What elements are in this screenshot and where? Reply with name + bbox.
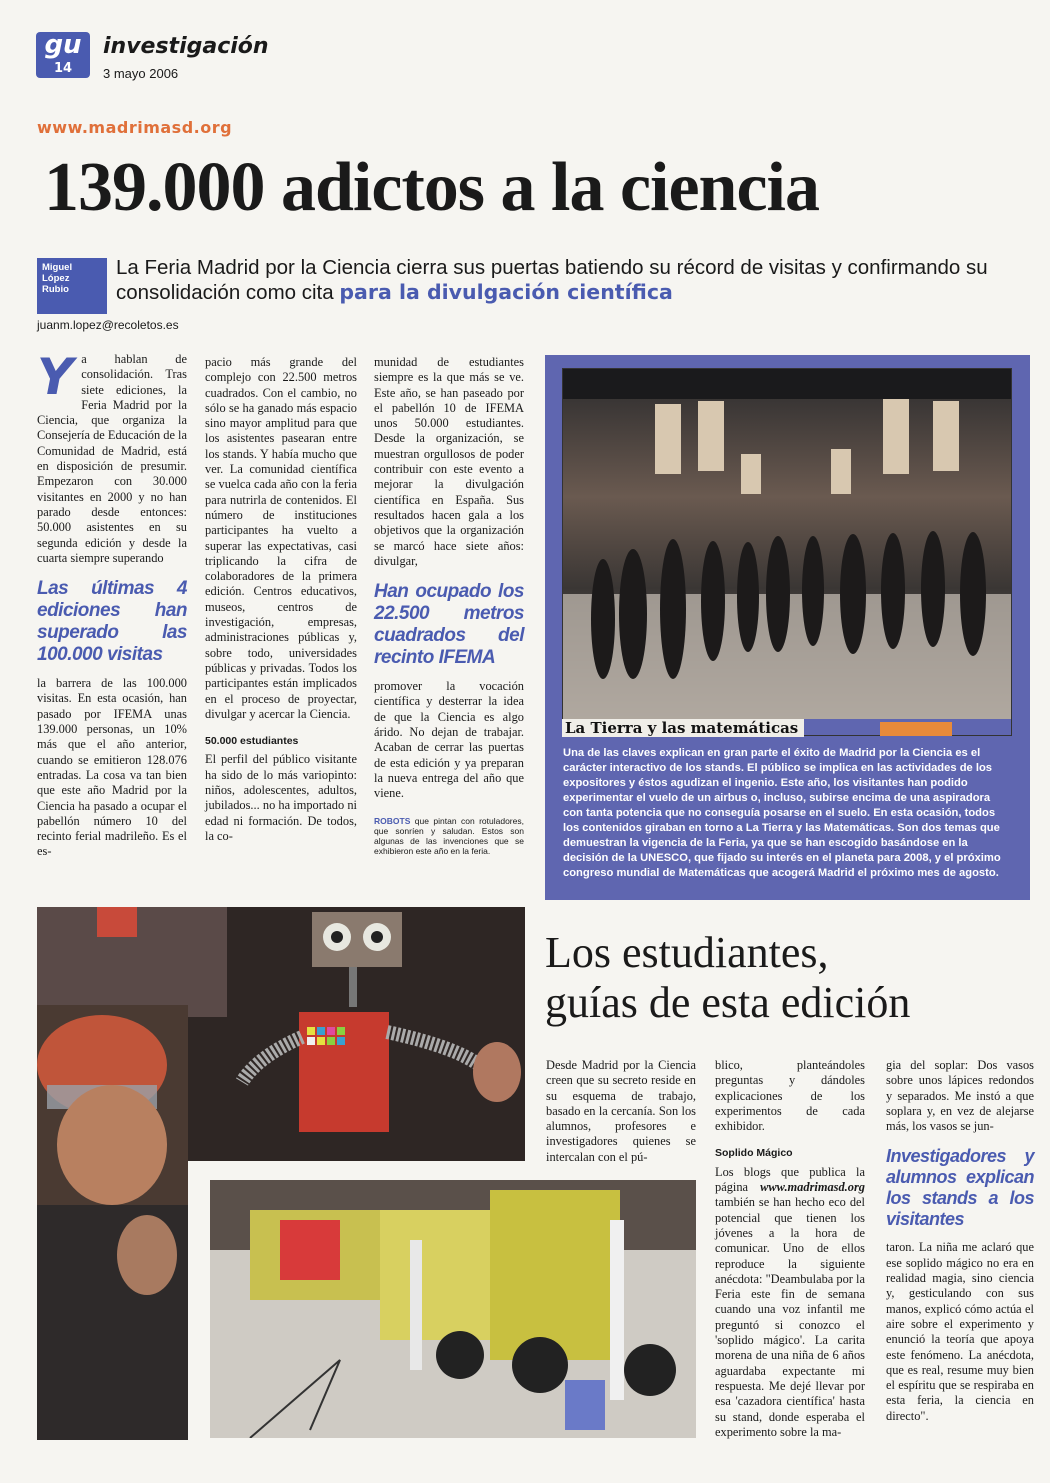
site-link[interactable]: www.madrimasd.org: [760, 1180, 865, 1195]
student-photo: [37, 1005, 188, 1440]
subheading: 50.000 estudiantes: [205, 735, 299, 748]
author-email[interactable]: juanm.lopez@recoletos.es: [37, 318, 179, 332]
drop-cap: Y: [37, 348, 74, 406]
page-number: 14: [53, 61, 73, 76]
gu-logo: gu 14: [36, 32, 90, 78]
photo-box-caption: Una de las claves explican en gran parte el éxito de Madrid por la Ciencia es el carácter interactivo de los stands. El público se implica en las actividades de los expositores y éstos agudizan el ingenio. Este año, los visitantes han podido experimentar el vuelo de un airbus o, incluso, subirse encima de una aspiradora con tanta potencia que no conseguía posarse en el suelo. En esta ocasión, todos los contenidos giraban en torno a La Tierra y las Matemáticas. Son dos temas que demuestran la vigencia de la Feria, ya que se han escogido basándose en la decisión de la UNESCO, que fijado su interés en el planeta para 2008, y el próximo congreso mundial de Matemáticas que acogerá Madrid el próximo mes de agosto.: [563, 747, 1001, 879]
site-url[interactable]: www.madrimasd.org: [37, 118, 233, 137]
subheading-2: Soplido Mágico: [715, 1147, 793, 1160]
subtitle: La Feria Madrid por la Ciencia cierra sus puertas batiendo su récord de visitas y confirmando su consolidación como cita para la divulgación científica: [116, 256, 988, 304]
article-column-1: Y a hablan de consolidación. Tras siete ediciones, la Feria Madrid por la Ciencia, que organiza la Consejería de Educación de la Comunidad de Madrid, está en disposición de presumir. Empezaron con 30.000 visitantes en 2000 y no han parado desde entonces: 50.000 asistentes en su segunda edición y desde la cuarta siempre superando Las últimas 4 ediciones han superado las 100.000 visitas la barrera de las 100.000 visitas. En esta ocasión, han pasado por IFEMA unas 139.000 personas, un 10% más que el año anterior, cuando se emitieron 128.076 entradas. La cosa va tan bien que este año Madrid por la Ciencia ha pasado a ocupar el pabellón número 10 del recinto ferial madrileño. Es el es-: [37, 348, 188, 859]
article2-column-2: blico, planteándoles preguntas y dándoles explicaciones de los experimentos de cada exhibidor. Soplido Mágico Los blogs que publica la página www.madrimasd.org también se han hecho eco del potencial que tienen los jóvenes a la hora de comunicar. Uno de ellos reproduce la siguiente anécdota: "Deambulaba por la Feria este fin de semana cuando una voz infantil me preguntó si conozco el 'soplido mágico'. La carita morena de una niña de 6 años aguardaba expectante mi respuesta. Me dejé llevar por esa 'cazadora científica' hasta su stand, donde esperaba el experimento sobre la ma-: [715, 1058, 865, 1439]
fair-crowd-photo: [562, 368, 1012, 736]
headline-2: Los estudiantes, guías de esta edición: [545, 928, 911, 1027]
photo-label: La Tierra y las matemáticas: [562, 719, 804, 737]
pull-quote-2: Han ocupado los 22.500 metros cuadrados del recinto IFEMA: [374, 581, 524, 669]
article2-column-3: gia del soplar: Dos vasos sobre unos lápices redondos y separados. Me instó a que soplara y, en vez de alejarse más, los vasos se jun- Investigadores y alumnos explican los stands a los visitantes taron. La niña me aclaró que ese soplido mágico no era en realidad magia, sino ciencia y, gesticulando con sus manos, explicó cómo actúa el aire sobre el experimento y enunció la teoría que apoya este fenómeno. La anécdota, que es real, resume muy bien el espíritu que se respiraba en esta feria, la ciencia en directo".: [886, 1058, 1034, 1423]
section-title: investigación: [103, 34, 269, 59]
subtitle-highlight: para la divulgación científica: [339, 280, 673, 304]
date: 3 mayo 2006: [103, 66, 179, 81]
headline: 139.000 adictos a la ciencia: [44, 149, 819, 226]
lego-robots-photo: [210, 1180, 696, 1438]
article-column-2: pacio más grande del complejo con 22.500 metros cuadrados. Con el cambio, no sólo se ha ganado más espacio sino mayor amplitud para que los asistentes pasearan entre los stands. Y había mucho que ver. La comunidad científica se vuelca cada año con la feria para nutrirla de contenidos. El número de instituciones participantes ha vuelto a superar las expectativas, casi triplicando la cifra de colaboradores de la primera edición. Centros educativos, museos, centros de investigación, empresas, administraciones públicas y, sobre todo, universidades públicas y privadas. Todos los participantes están implicados en el proceso de proyectar, divulgar y acercar la Ciencia. 50.000 estudiantes El perfil del público visitante ha sido de lo más variopinto: niños, adolescentes, adultos, jubilados... no ha importado ni edad ni formación. De todos, la co-: [205, 355, 357, 843]
article2-column-1: Desde Madrid por la Ciencia creen que su secreto reside en su esquema de trabajo, basado en la cercanía. Son los alumnos, profesores e investigadores quienes se intercalan con el pú-: [546, 1058, 696, 1164]
robots-caption: ROBOTS que pintan con rotuladores, que sonríen y saludan. Estos son algunas de las invenciones que se exhibieron este año en la feria.: [374, 815, 524, 856]
label-accent-bar: [880, 722, 952, 736]
pull-quote-1: Las últimas 4 ediciones han superado las 100.000 visitas: [37, 578, 187, 666]
article-column-3: munidad de estudiantes siempre es la que más se ve. Este año, se han paseado por el pabellón 10 de IFEMA unos 50.000 estudiantes. Desde la organización, se muestran orgullosos de poder contribuir con este evento a mejorar la divulgación científica en España. Sus resultados hacen gala a los objetivos que la organización se marcó hace siete años: divulgar, Han ocupado los 22.500 metros cuadrados del recinto IFEMA promover la vocación científica y desterrar la idea de que la Ciencia es algo árido. No dejan de trabajar. Acaban de cerrar las puertas de esta edición y ya preparan la nueva entrega del año que viene. ROBOTS que pintan con rotuladores, que sonríen y saludan. Estos son algunas de las invenciones que se exhibieron este año en la feria.: [374, 355, 524, 856]
pull-quote-3: Investigadores y alumnos explican los stands a los visitantes: [886, 1146, 1034, 1230]
author-box: Miguel López Rubio: [37, 258, 107, 314]
